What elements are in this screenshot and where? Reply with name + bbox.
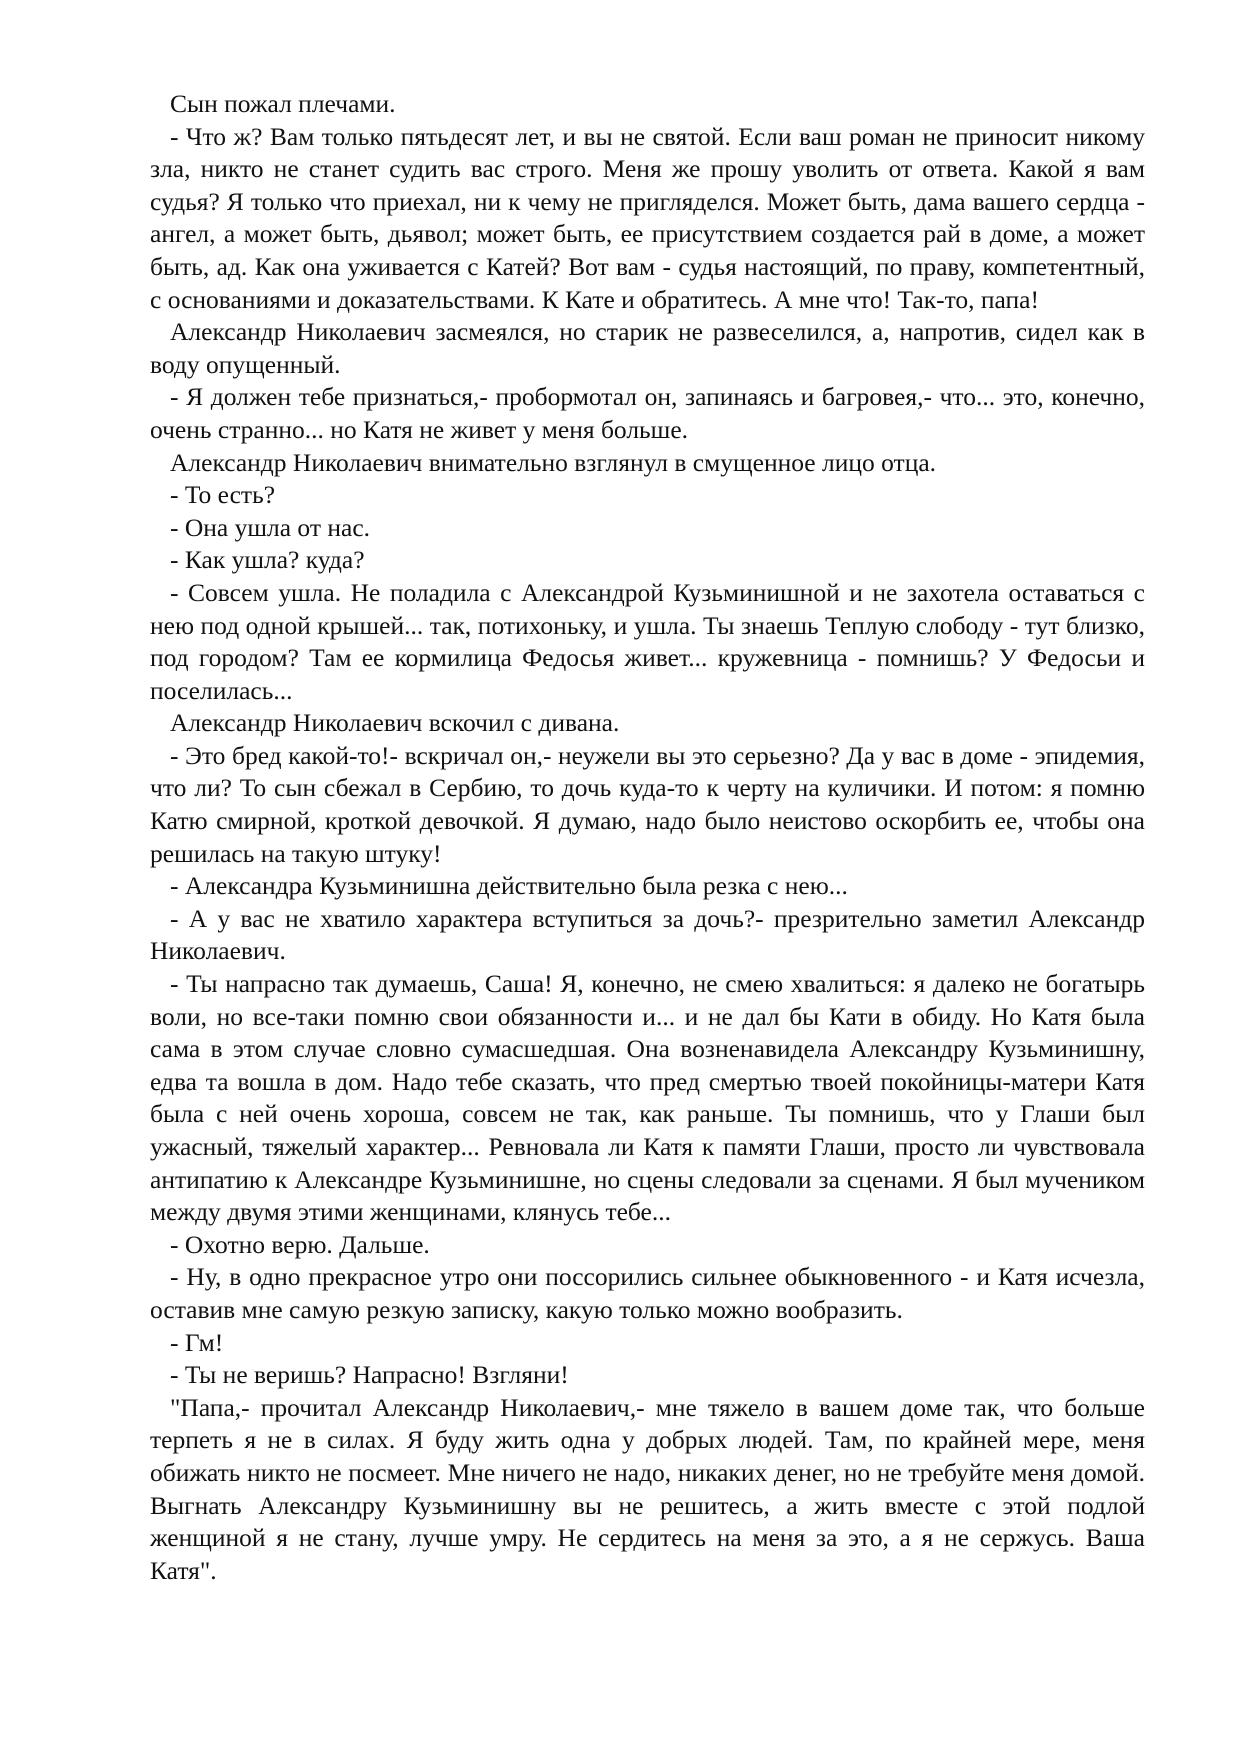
paragraph: - Ты напрасно так думаешь, Саша! Я, конечно, не смею хвалиться: я далеко не богатырь воли, но все-таки помню свои обязанности и... и не дал бы Кати в обиду. Но Катя была сама в этом случае словно сумасшедшая. Она возненавидела Александру Кузьминишну, едва та вошла в дом. Надо тебе сказать, что пред смертью твоей покойницы-матери Катя была с ней очень хороша, совсем не так, как раньше. Ты помнишь, что у Глаши был ужасный, тяжелый характер... Ревновала ли Катя к памяти Глаши, просто ли чувствовала антипатию к Александре Кузьминишне, но сцены следовали за сценами. Я был мучеником между двумя этими женщинами, клянусь тебе... xyxy=(150,969,1145,1227)
paragraph: - Охотно верю. Дальше. xyxy=(170,1229,430,1259)
paragraph: "Папа,- прочитал Александр Николаевич,- мне тяжело в вашем доме так, что больше терпеть я не в силах. Я буду жить одна у добрых людей. Там, по крайней мере, меня обижать никто не посмеет. Мне ничего не надо, никаких денег, но не требуйте меня домой. Выгнать Александру Кузьминишну вы не решитесь, а жить вместе с этой подлой женщиной я не стану, лучше умру. Не сердитесь на меня за это, а я не сержусь. Ваша Катя". xyxy=(150,1392,1145,1585)
paragraph: - Ну, в одно прекрасное утро они поссорились сильнее обыкновенного - и Катя исчезла, оставив мне самую резкую записку, какую только можно вообразить. xyxy=(150,1262,1145,1324)
paragraph: - То есть? xyxy=(170,480,276,510)
paragraph: - Александра Кузьминишна действительно была резка с нею... xyxy=(170,871,848,901)
paragraph: - Это бред какой-то!- вскричал он,- неужели вы это серьезно? Да у вас в доме - эпидемия, что ли? То сын сбежал в Сербию, то дочь куда-то к черту на куличики. И потом: я помню Катю смирной, кроткой девочкой. Я думаю, надо было неистово оскорбить ее, чтобы она решилась на такую штуку! xyxy=(150,740,1145,868)
paragraph: - Совсем ушла. Не поладила с Александрой Кузьминишной и не захотела оставаться с нею под одной крышей... так, потихоньку, и ушла. Ты знаешь Теплую слободу - тут близко, под городом? Там ее кормилица Федосья живет... кружевница - помнишь? У Федосьи и поселилась... xyxy=(150,577,1145,705)
paragraph: Сын пожал плечами. xyxy=(170,89,396,118)
paragraph: Александр Николаевич вскочил с дивана. xyxy=(170,708,620,738)
paragraph: - Как ушла? куда? xyxy=(170,545,365,575)
paragraph: - Что ж? Вам только пятьдесят лет, и вы не святой. Если ваш роман не приносит никому зла, никто не станет судить вас строго. Меня же прошу уволить от ответа. Какой я вам судья? Я только что приехал, ни к чему не пригляделся. Может быть, дама вашего сердца - ангел, а может быть, дьявол; может быть, ее присутствием создается рай в доме, а может быть, ад. Как она уживается с Катей? Вот вам - судья настоящий, по праву, компетентный, с основаниями и доказательствами. К Кате и обратитесь. А мне что! Так-то, папа! xyxy=(150,121,1145,314)
paragraph: - Она ушла от нас. xyxy=(170,512,371,542)
paragraph: - А у вас не хватило характера вступиться за дочь?- презрительно заметил Александр Николаевич. xyxy=(150,903,1145,966)
document-page xyxy=(150,88,1145,1587)
paragraph: - Я должен тебе признаться,- пробормотал он, запинаясь и багровея,- что... это, конечно, очень странно... но Катя не живет у меня больше. xyxy=(150,382,1145,444)
paragraph: - Гм! xyxy=(170,1327,224,1357)
paragraph: - Ты не веришь? Напрасно! Взгляни! xyxy=(170,1360,569,1390)
paragraph: Александр Николаевич засмеялся, но старик не развеселился, а, напротив, сидел как в воду опущенный. xyxy=(150,317,1145,379)
paragraph: Александр Николаевич внимательно взглянул в смущенное лицо отца. xyxy=(170,447,937,477)
